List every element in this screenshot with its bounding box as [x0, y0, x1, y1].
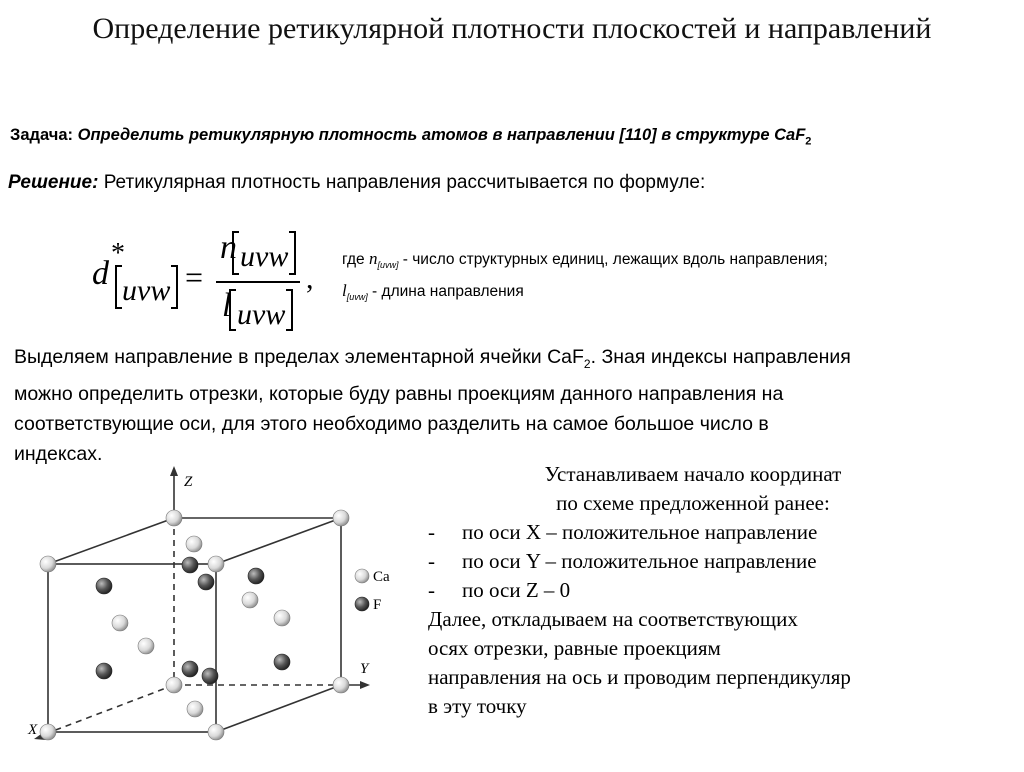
ca-atom — [40, 724, 56, 740]
legend-f-marker — [355, 597, 369, 611]
formula-uvw-left: uvw — [122, 274, 171, 307]
legend-ca-marker — [355, 569, 369, 583]
instr-line-7: осях отрезки, равные проекциям — [428, 636, 721, 660]
ca-atom — [40, 556, 56, 572]
formula-l: l — [222, 287, 232, 324]
task-statement — [10, 126, 1020, 147]
formula-uvw-den: uvw — [237, 298, 286, 331]
bullet-text: по оси Y – положительное направление — [462, 549, 817, 573]
f-atom — [198, 574, 214, 590]
explanation-paragraph — [14, 342, 1014, 469]
legend-f-label: F — [373, 597, 382, 613]
bracket-den-open — [230, 290, 236, 330]
solution-label: Решение: — [8, 172, 99, 193]
ca-atoms — [40, 510, 349, 740]
ca-atom — [166, 677, 182, 693]
para-line-1-sub: 2 — [583, 356, 591, 371]
ca-atom — [187, 701, 203, 717]
bullet-text: по оси X – положительное направление — [462, 520, 818, 544]
bullet-dash: - — [428, 549, 435, 573]
legend-line-l — [342, 278, 828, 310]
axis-y-arrow — [360, 681, 370, 689]
ca-atom — [208, 556, 224, 572]
edge-bottom-right — [216, 685, 341, 732]
solution-statement — [8, 172, 705, 194]
ca-atom — [208, 724, 224, 740]
var-l: l — [342, 281, 347, 301]
formula-uvw-num: uvw — [240, 240, 289, 273]
task-text: Определить ретикулярную плотность атомов в направлении [110] в структуре CaF — [77, 126, 806, 144]
ca-atom — [333, 677, 349, 693]
caf2-unit-cell-diagram — [0, 466, 410, 767]
ca-atom — [138, 638, 154, 654]
bracket-num-close — [289, 232, 295, 274]
unit-cell-svg — [0, 466, 410, 767]
edge-top-right — [216, 518, 341, 564]
instr-bullet-y — [428, 547, 1018, 576]
coordinate-instructions — [428, 460, 1018, 721]
ca-atom — [333, 510, 349, 526]
f-atom — [274, 654, 290, 670]
axis-y-label: Y — [360, 661, 369, 677]
ca-atom — [112, 615, 128, 631]
bracket-den-close — [286, 290, 292, 330]
formula-comma: , — [306, 262, 314, 295]
legend-line-n — [342, 246, 828, 278]
f-atom — [248, 568, 264, 584]
axis-x-label: X — [28, 722, 38, 738]
axis-z-label: Z — [184, 474, 193, 490]
axis-z-arrow — [170, 466, 178, 476]
density-formula — [92, 224, 328, 332]
formula-legend — [342, 246, 828, 310]
instr-bullet-z — [428, 576, 1018, 605]
para-line-1b: . Зная индексы направления — [590, 346, 851, 368]
para-line-1a: Выделяем направление в пределах элементарной ячейки CaF — [14, 346, 584, 368]
task-label: Задача: — [10, 126, 74, 144]
instr-line-6: Далее, откладываем на соответствующих — [428, 607, 798, 631]
var-l-sub: [uvw] — [346, 292, 368, 303]
para-line-2: можно определить отрезки, которые буду равны проекциям данного направления на — [14, 382, 784, 405]
instr-line-8: направления на ось и проводим перпендикуляр — [428, 665, 851, 689]
formula-d: d — [92, 255, 109, 292]
instr-line-9: в эту точку — [428, 694, 527, 718]
para-line-3: соответствующие оси, для этого необходимо разделить на самое большое число в — [14, 412, 769, 435]
formula-equals: = — [185, 259, 204, 295]
ca-atom — [242, 592, 258, 608]
instr-line-2: по схеме предложенной ранее: — [556, 491, 830, 515]
ca-atom — [274, 610, 290, 626]
axis-x-hidden — [40, 685, 174, 736]
bullet-text: по оси Z – 0 — [462, 578, 571, 602]
task-subscript: 2 — [805, 135, 812, 148]
solution-text: Ретикулярная плотность направления рассчитывается по формуле: — [103, 172, 706, 193]
f-atom — [96, 663, 112, 679]
para-line-1 — [14, 342, 1014, 379]
var-n-desc: - число структурных единиц, лежащих вдоль направления; — [398, 251, 828, 268]
f-atom — [182, 557, 198, 573]
formula-star: * — [111, 238, 125, 269]
ca-atom — [186, 536, 202, 552]
formula-n: n — [220, 229, 237, 266]
para-line-4: индексах. — [14, 442, 103, 465]
where-word: где — [342, 251, 365, 268]
f-atom — [96, 578, 112, 594]
ca-atom — [166, 510, 182, 526]
instr-bullet-x — [428, 518, 1018, 547]
f-atom — [202, 668, 218, 684]
bullet-dash: - — [428, 520, 435, 544]
bracket-left-close — [171, 266, 177, 308]
var-n-sub: [uvw] — [377, 260, 399, 271]
formula-svg — [92, 224, 328, 332]
var-l-desc: - длина направления — [367, 283, 524, 301]
instr-line-1: Устанавливаем начало координат — [544, 462, 842, 486]
var-n: n — [368, 249, 378, 268]
page-title: Определение ретикулярной плотности плоскостей и направлений — [92, 12, 932, 45]
f-atom — [182, 661, 198, 677]
legend-ca-label: Ca — [373, 569, 390, 585]
edge-top-left — [48, 518, 174, 564]
bullet-dash: - — [428, 578, 435, 602]
